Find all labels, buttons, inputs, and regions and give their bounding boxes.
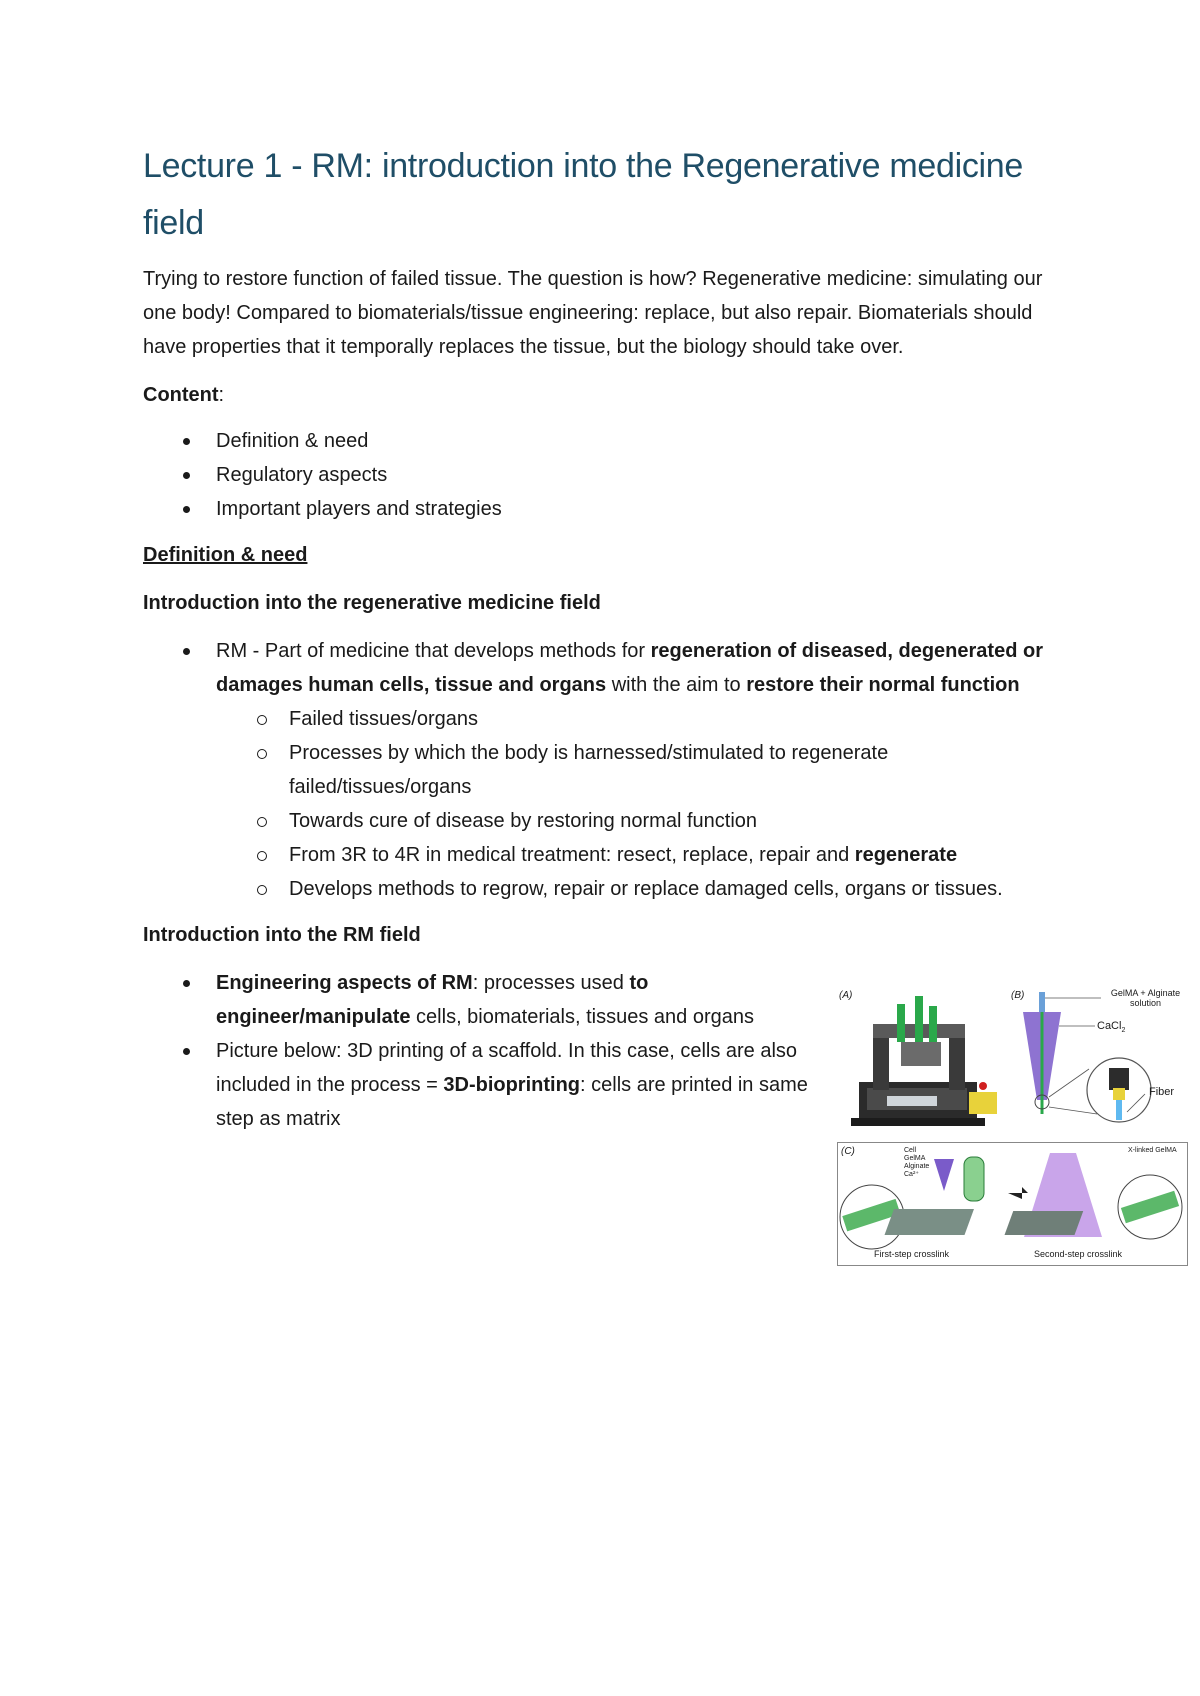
- figure-label-b: (B): [1011, 990, 1025, 1001]
- rm-field-list: [143, 966, 823, 1136]
- picture-bullet: Picture below: 3D printing of a scaffold. In this case, cells are also included in the process = 3D-bioprinting: cells are printed in same step as matrix: [143, 1034, 823, 1136]
- figure-label-a: (A): [839, 990, 853, 1001]
- figure-label-c: (C): [841, 1146, 855, 1157]
- content-item: Important players and strategies: [143, 492, 1063, 526]
- crosslink-illustration: [838, 1143, 1187, 1265]
- figure-caption-second: Second-step crosslink: [1034, 1249, 1123, 1259]
- figure-panel-a: [837, 984, 1007, 1140]
- figure-text: [143, 966, 823, 1136]
- figure-panel-b: [1009, 984, 1188, 1140]
- bioprinter-illustration: [837, 984, 1007, 1140]
- intro-paragraph: Trying to restore function of failed tissue. The question is how? Regenerative medicine: simulating our one body! Compared to biomaterials/tissue engineering: replace, but also repair. Biomaterials should have properties that it temporally replaces the tissue, but the biology should take over.: [143, 268, 1043, 358]
- content-list: [143, 424, 1063, 526]
- rm-bullet: RM - Part of medicine that develops methods for regeneration of diseased, degenerated or damages human cells, tissue and organs with the aim to restore their normal function Failed tissues/organs Processes by which the body is harnessed/stimulated to regenerate failed/tissues/organs Towards cure of disease by restoring normal function From 3R to 4R in medical treatment: resect, replace, repair and regenerate Develops methods to regrow, repair or replace damaged cells, organs or tissues.: [143, 634, 1063, 906]
- content-label: Content:: [143, 384, 225, 406]
- figure-label-fiber: Fiber: [1149, 1086, 1175, 1098]
- bioprinting-figure: [837, 984, 1188, 1266]
- rm-subitem: Failed tissues/organs: [216, 702, 1063, 736]
- document-content: [143, 138, 1181, 1259]
- figure-panel-c: [837, 1142, 1188, 1266]
- figure-legend-ca: Ca²⁺: [904, 1171, 919, 1178]
- subsection-heading-rm-field: Introduction into the RM field: [143, 924, 421, 946]
- rm-list: [143, 634, 1063, 906]
- figure-block: [143, 966, 1200, 1259]
- figure-legend-linked: X-linked GelMA: [1128, 1147, 1177, 1154]
- figure-legend-gelma: GelMA: [904, 1155, 926, 1162]
- page-title: Lecture 1 - RM: introduction into the Regenerative medicine field: [143, 147, 1023, 242]
- engineering-bullet: Engineering aspects of RM: processes used to engineer/manipulate cells, biomaterials, tissues and organs: [143, 966, 823, 1034]
- figure-caption-first: First-step crosslink: [874, 1249, 950, 1259]
- rm-subitem: From 3R to 4R in medical treatment: resect, replace, repair and regenerate: [216, 838, 1063, 872]
- rm-subitem: Develops methods to regrow, repair or replace damaged cells, organs or tissues.: [216, 872, 1063, 906]
- figure-label-cacl2: CaCl$_2$: [1097, 1020, 1126, 1035]
- content-item: Definition & need: [143, 424, 1063, 458]
- figure-label-solution: GelMA + Alginate solution: [1110, 988, 1181, 1008]
- rm-sublist: [216, 702, 1063, 906]
- subsection-heading-intro: Introduction into the regenerative medicine field: [143, 592, 601, 614]
- rm-subitem: Towards cure of disease by restoring normal function: [216, 804, 1063, 838]
- figure-legend-cell: Cell: [904, 1147, 917, 1154]
- content-item: Regulatory aspects: [143, 458, 1063, 492]
- section-heading-definition: Definition & need: [143, 544, 308, 566]
- rm-subitem: Processes by which the body is harnessed/stimulated to regenerate failed/tissues/organs: [216, 736, 1063, 804]
- figure-legend-alginate: Alginate: [904, 1163, 930, 1170]
